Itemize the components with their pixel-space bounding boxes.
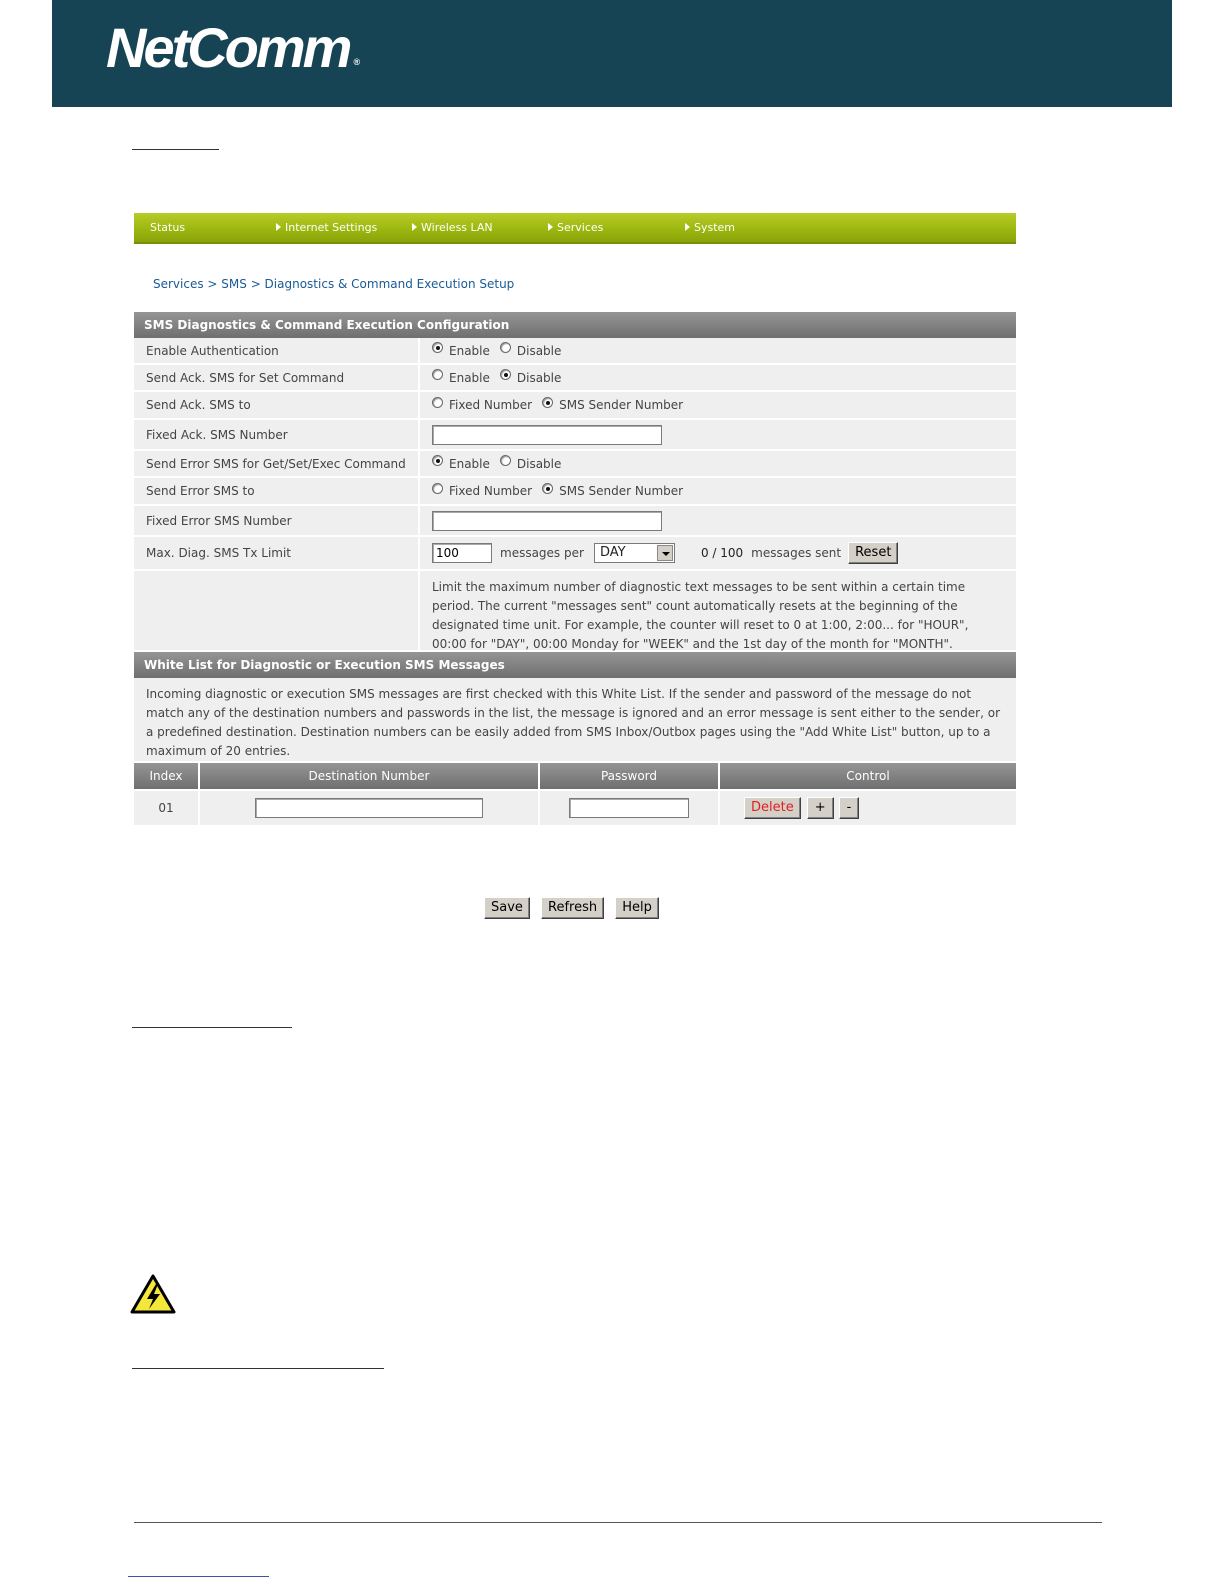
col-control: Control: [720, 763, 1016, 789]
nav-system[interactable]: System: [685, 221, 735, 234]
radio-label: Enable: [449, 343, 490, 358]
heading-underline-3: [132, 1368, 384, 1369]
col-destination-number: Destination Number: [200, 763, 540, 789]
row-ack-sms-to: [134, 392, 1016, 420]
nav-arrow-icon: [412, 223, 417, 231]
err-to-fixed-radio[interactable]: [432, 483, 443, 494]
row-label: Enable Authentication: [134, 338, 420, 363]
err-cmd-enable-radio[interactable]: [432, 455, 443, 466]
whitelist-description-box: [134, 678, 1016, 763]
ack-set-enable-radio[interactable]: [432, 369, 443, 380]
row-label: Send Error SMS for Get/Set/Exec Command: [134, 451, 420, 476]
row-error-sms-to: [134, 478, 1016, 506]
row-fixed-ack-number: [134, 420, 1016, 451]
row-index: 01: [134, 791, 200, 825]
refresh-button[interactable]: Refresh: [541, 897, 604, 919]
row-max-diag-limit: [134, 537, 1016, 571]
radio-label: Fixed Number: [449, 398, 533, 412]
radio-label: SMS Sender Number: [559, 484, 684, 498]
whitelist-header-row: [134, 763, 1016, 789]
nav-arrow-icon: [276, 223, 281, 231]
ack-to-fixed-radio[interactable]: [432, 397, 443, 408]
warning-icon: [130, 1274, 176, 1314]
nav-services[interactable]: Services: [548, 221, 603, 234]
fixed-ack-number-input[interactable]: [432, 425, 662, 445]
password-input[interactable]: [569, 798, 689, 818]
fixed-error-number-input[interactable]: [432, 511, 662, 531]
row-label: Send Error SMS to: [134, 478, 420, 504]
limit-description: Limit the maximum number of diagnostic text messages to be sent within a certain time period. The current "messages sent" count automatically resets at the beginning of the designated time unit. For example, the counter will reset to 0 at 1:00, 2:00... for "HOUR", 00:00 for "DAY", 00:00 Monday for "WEEK" and the 1st day of the month for "MONTH".: [432, 580, 969, 651]
nav-status[interactable]: Status: [150, 221, 186, 234]
nav-internet-settings[interactable]: Internet Settings: [276, 221, 377, 234]
enable-auth-enable-radio[interactable]: [432, 342, 443, 353]
row-label: Send Ack. SMS for Set Command: [134, 365, 420, 390]
add-row-button[interactable]: +: [807, 797, 834, 819]
sent-count: 0 / 100: [700, 546, 744, 560]
col-password: Password: [540, 763, 720, 789]
row-ack-set-command: [134, 365, 1016, 392]
enable-auth-disable-radio[interactable]: [500, 342, 511, 353]
whitelist-section-title: White List for Diagnostic or Execution SMS Messages: [134, 652, 1016, 678]
row-error-sms-command: [134, 451, 1016, 478]
remove-row-button[interactable]: -: [839, 797, 860, 819]
row-limit-description: [134, 571, 1016, 652]
period-select[interactable]: DAY: [594, 543, 675, 563]
config-section-title: SMS Diagnostics & Command Execution Configuration: [134, 312, 1016, 338]
whitelist-description: Incoming diagnostic or execution SMS messages are first checked with this White List. If the sender and password of the message do not match any of the destination numbers and passwords in the list, the message is ignored and an error message is sent either to the sender, or a predefined destination. Destination numbers can be easily added from SMS Inbox/Outbox pages using the "Add White List" button, up to a maximum of 20 entries.: [146, 687, 1000, 758]
radio-label: Fixed Number: [449, 484, 533, 498]
max-limit-input[interactable]: [432, 543, 492, 563]
nav-arrow-icon: [548, 223, 553, 231]
err-cmd-disable-radio[interactable]: [500, 455, 511, 466]
err-to-sender-radio[interactable]: [542, 483, 553, 494]
row-label: Send Ack. SMS to: [134, 392, 420, 418]
table-row: [134, 791, 1016, 825]
heading-underline-1: [132, 149, 219, 150]
config-panel: [134, 312, 1016, 825]
delete-button[interactable]: Delete: [744, 797, 801, 819]
nav-arrow-icon: [685, 223, 690, 231]
col-index: Index: [134, 763, 200, 789]
header-banner: [52, 0, 1172, 107]
empty-label-cell: [134, 571, 420, 650]
breadcrumb: Services > SMS > Diagnostics & Command Execution Setup: [153, 277, 515, 291]
radio-label: Disable: [516, 343, 562, 358]
row-fixed-error-number: [134, 506, 1016, 537]
row-enable-authentication: [134, 338, 1016, 365]
save-button[interactable]: Save: [484, 897, 530, 919]
footer-divider: [134, 1522, 1102, 1523]
row-label: Max. Diag. SMS Tx Limit: [134, 537, 420, 569]
row-label: Fixed Ack. SMS Number: [134, 420, 420, 449]
radio-label: Disable: [516, 370, 562, 385]
main-nav-bar: [134, 213, 1016, 244]
radio-label: Enable: [449, 370, 490, 385]
ack-set-disable-radio[interactable]: [500, 369, 511, 380]
heading-underline-2: [132, 1027, 292, 1028]
messages-sent-label: messages sent: [751, 546, 842, 560]
destination-number-input[interactable]: [255, 798, 483, 818]
reset-button[interactable]: Reset: [848, 542, 898, 564]
netcomm-logo: NetComm ®: [106, 16, 361, 79]
chevron-down-icon[interactable]: [657, 545, 673, 561]
row-label: Fixed Error SMS Number: [134, 506, 420, 535]
messages-per-label: messages per: [500, 546, 584, 560]
radio-label: Disable: [516, 456, 562, 471]
nav-wireless-lan[interactable]: Wireless LAN: [412, 221, 493, 234]
action-buttons: [484, 896, 659, 919]
footer-link-underline: [128, 1576, 269, 1577]
radio-label: Enable: [449, 456, 490, 471]
ack-to-sender-radio[interactable]: [542, 397, 553, 408]
radio-label: SMS Sender Number: [559, 398, 684, 412]
help-button[interactable]: Help: [615, 897, 659, 919]
